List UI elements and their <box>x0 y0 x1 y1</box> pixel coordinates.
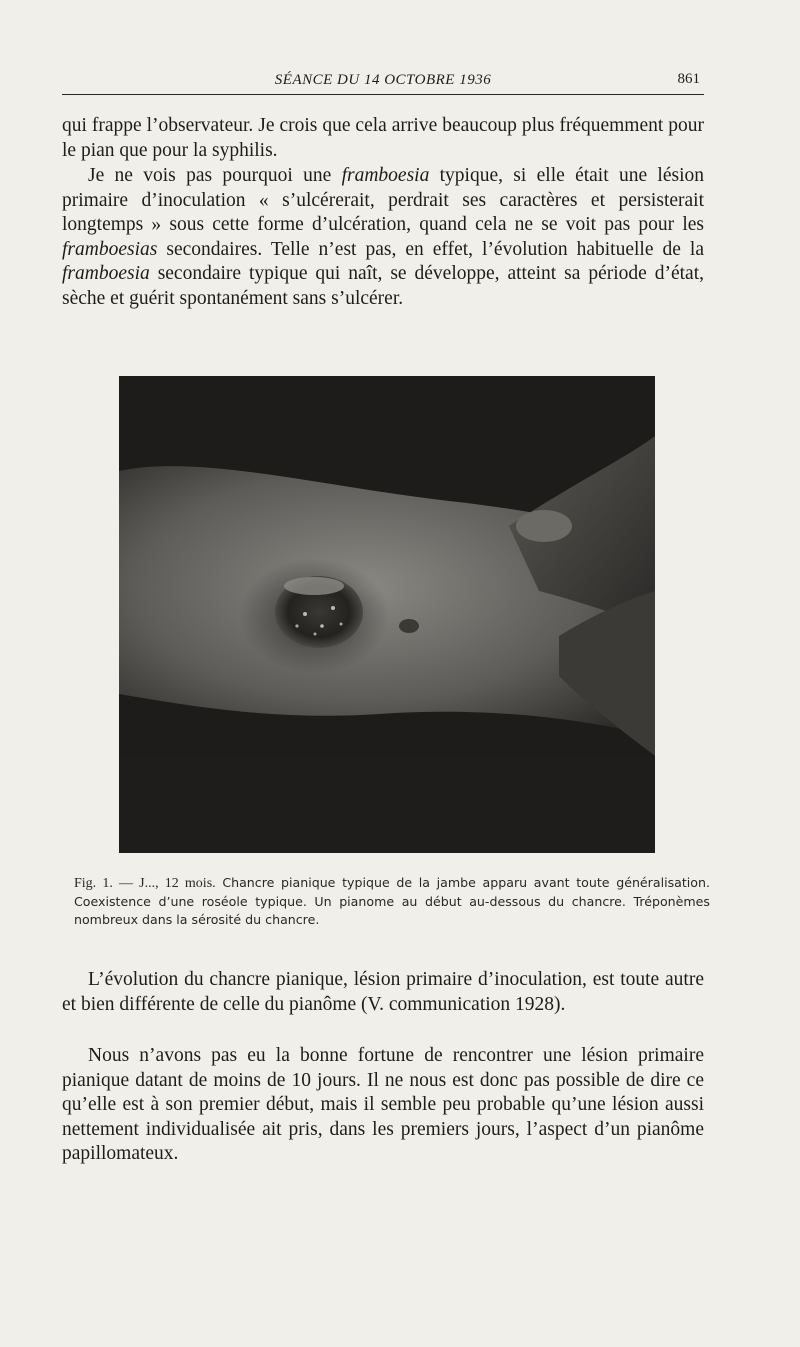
paragraph-text: Nous n’avons pas eu la bonne fortune de rencontrer une lésion primaire pianique datant de moins de 10 jours. Il ne nous est donc pas possible de dire ce qu’elle est à son premier début, mais il semble peu probable qu’une lésion aussi nettement individualisée ait pris, dans les premiers jours, l’aspect d’un pianôme papillomateux. <box>62 1045 704 1164</box>
running-header <box>62 64 704 95</box>
paragraph-text: Je ne vois pas pourquoi une <box>88 165 342 186</box>
paragraph-framboesia <box>62 164 704 311</box>
figure-caption <box>74 874 710 929</box>
paragraph-chancre <box>62 968 704 1017</box>
page-number: 861 <box>677 71 700 87</box>
paragraph-text: secondaires. Telle n’est pas, en effet, l’évolution habituelle de la <box>157 238 704 260</box>
clinical-photograph <box>119 376 655 853</box>
paragraph-text: L’évolution du chancre pianique, lésion primaire d’inoculation, est toute autre et bien différente de celle du pianôme (V. communication 1928). <box>62 969 704 1015</box>
paragraph-continuation <box>62 114 704 163</box>
figure-label: Fig. 1. — J..., 12 mois. <box>74 876 216 891</box>
paragraph-text: qui frappe l’observateur. Je crois que cela arrive beaucoup plus fréquemment pour le pian que pour la syphilis. <box>62 115 704 161</box>
italic-term: framboesia <box>341 165 430 186</box>
paragraph-text: secondaire typique qui naît, se développe, atteint sa période d’état, sèche et guérit spontanément sans s’ulcérer. <box>62 263 704 309</box>
italic-term: framboesias <box>62 238 158 260</box>
paragraph-text: typique, si elle était une lésion primaire d’inoculation « s’ulcérerait, perdrait ses caractères et persisterait longtemps » sous cette forme d’ulcération, quand cela ne se voit pas pour les <box>62 165 704 235</box>
caption-text: Chancre pianique typique de la jambe apparu avant toute généralisation. Coexistence d’une roséole typique. Un pianome au début au-dessous du chancre. Tréponèmes nombreux dans la sérosité du chancre. <box>74 875 710 927</box>
photo-leg-chancre <box>119 376 655 853</box>
paragraph-lesion <box>62 1044 704 1167</box>
header-title: SÉANCE DU 14 OCTOBRE 1936 <box>274 72 492 88</box>
italic-term: framboesia <box>62 263 150 284</box>
